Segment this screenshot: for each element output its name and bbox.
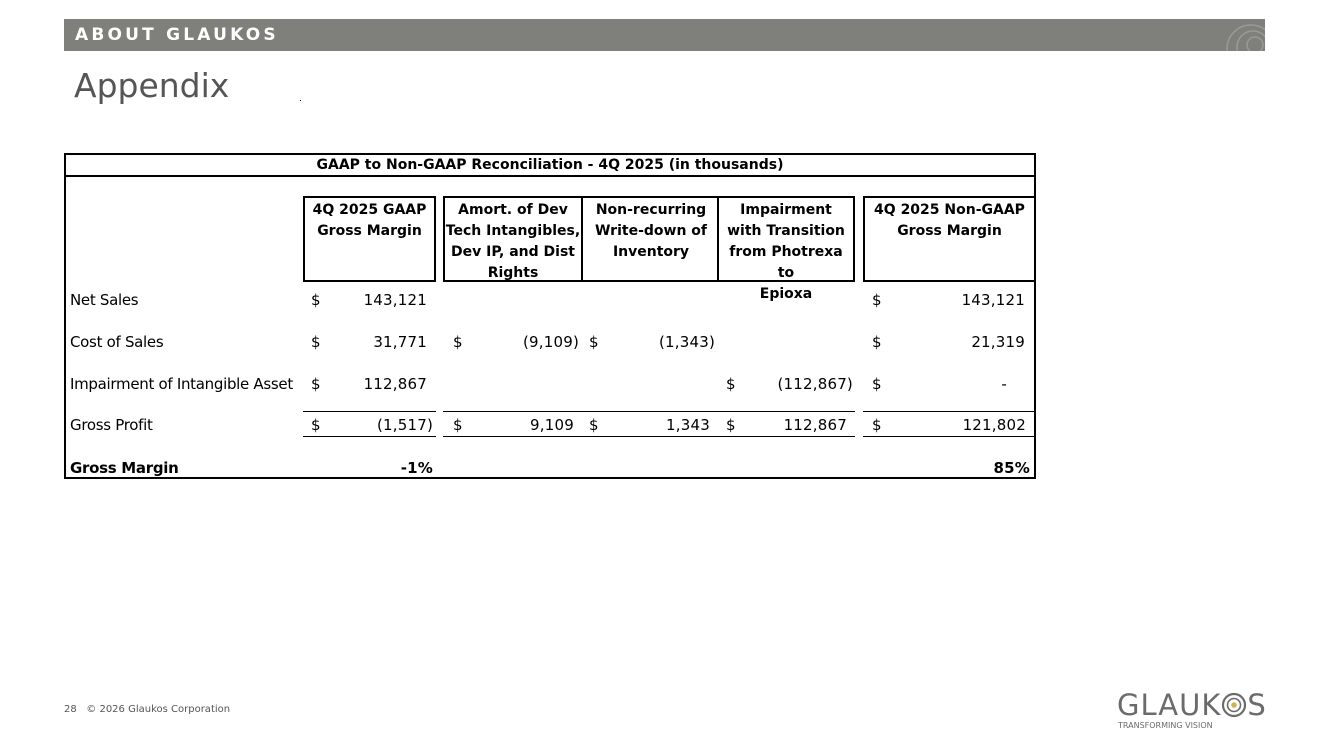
dollar-sign: $ <box>589 416 599 434</box>
cell-cost-gaap: 31,771 <box>373 333 427 351</box>
cell-net-sales-non-gaap: 143,121 <box>961 291 1025 309</box>
cell-gross-profit-writedown: 1,343 <box>666 416 710 434</box>
logo-wordmark-left: GLAUK <box>1117 688 1222 722</box>
eye-swirl-icon <box>1221 692 1247 718</box>
copyright: © 2026 Glaukos Corporation <box>86 704 231 715</box>
total-rule <box>303 436 436 437</box>
dollar-sign: $ <box>589 333 599 351</box>
row-label-gross-margin: Gross Margin <box>70 459 179 477</box>
cell-cost-amort: (9,109) <box>522 333 579 351</box>
col-header-gaap: 4Q 2025 GAAP Gross Margin <box>303 196 436 282</box>
cell-gross-profit-non-gaap: 121,802 <box>962 416 1026 434</box>
dollar-sign: $ <box>872 375 882 393</box>
cell-gross-profit-impairment: 112,867 <box>783 416 847 434</box>
cell-cost-writedown: (1,343) <box>658 333 715 351</box>
row-label-cost-of-sales: Cost of Sales <box>70 333 164 351</box>
dollar-sign: $ <box>453 416 463 434</box>
cell-net-sales-gaap: 143,121 <box>363 291 427 309</box>
cell-gross-margin-non-gaap: 85% <box>993 459 1030 477</box>
dollar-sign: $ <box>311 333 321 351</box>
dollar-sign: $ <box>726 375 736 393</box>
cell-gross-profit-gaap: (1,517) <box>376 416 433 434</box>
section-label: ABOUT GLAUKOS <box>75 25 279 45</box>
subtotal-rule <box>443 411 581 412</box>
decorative-dot <box>300 100 301 101</box>
swirl-logo-icon <box>1219 19 1265 51</box>
total-rule <box>443 436 581 437</box>
logo-wordmark-right: S <box>1247 688 1267 722</box>
page-number: 28 <box>64 704 77 715</box>
row-label-impairment: Impairment of Intangible Asset <box>70 375 293 393</box>
dollar-sign: $ <box>872 291 882 309</box>
section-header-bar <box>64 19 1265 51</box>
dollar-sign: $ <box>872 416 882 434</box>
subtotal-rule <box>581 411 719 412</box>
cell-cost-non-gaap: 21,319 <box>971 333 1025 351</box>
col-header-amort: Amort. of Dev Tech Intangibles, Dev IP, and Dist Rights <box>443 196 581 282</box>
cell-gross-profit-amort: 9,109 <box>530 416 574 434</box>
total-rule <box>581 436 719 437</box>
cell-impairment-non-gaap: - <box>1001 375 1007 393</box>
dollar-sign: $ <box>311 416 321 434</box>
row-label-net-sales: Net Sales <box>70 291 139 309</box>
dollar-sign: $ <box>726 416 736 434</box>
dollar-sign: $ <box>872 333 882 351</box>
cell-gross-margin-gaap: -1% <box>400 459 433 477</box>
col-header-impairment: Impairment with Transition from Photrexa to Epioxa <box>717 196 855 282</box>
footer <box>64 704 230 715</box>
subtotal-rule <box>719 411 855 412</box>
reconciliation-table <box>64 153 1036 479</box>
subtotal-rule <box>863 411 1034 412</box>
cell-impairment-gaap: 112,867 <box>363 375 427 393</box>
row-label-gross-profit: Gross Profit <box>70 416 153 434</box>
col-header-writedown: Non-recurring Write-down of Inventory <box>581 196 719 282</box>
dollar-sign: $ <box>311 291 321 309</box>
dollar-sign: $ <box>453 333 463 351</box>
table-title: GAAP to Non-GAAP Reconciliation - 4Q 2025 (in thousands) <box>66 155 1034 177</box>
glaukos-logo <box>1117 688 1267 722</box>
logo-tagline: TRANSFORMING VISION <box>1118 721 1213 730</box>
dollar-sign: $ <box>311 375 321 393</box>
subtotal-rule <box>303 411 436 412</box>
col-header-non-gaap: 4Q 2025 Non-GAAP Gross Margin <box>863 196 1034 282</box>
total-rule <box>719 436 855 437</box>
cell-impairment-impairment: (112,867) <box>777 375 853 393</box>
page-title: Appendix <box>74 66 230 105</box>
total-rule <box>863 436 1034 437</box>
